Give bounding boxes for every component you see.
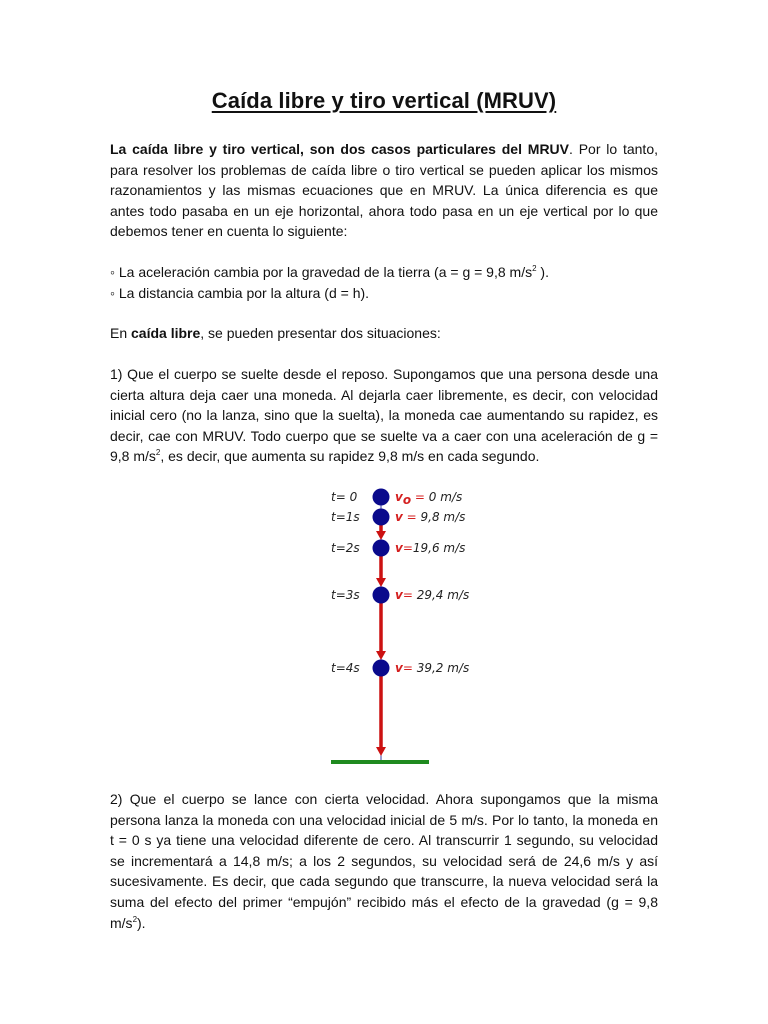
velocity-label-t0: vo = 0 m/s (395, 490, 463, 507)
point-1-end: , es decir, que aumenta su rapidez 9,8 m/s en cada segundo. (160, 448, 540, 465)
ball-t4 (373, 660, 390, 677)
intro-bold: La caída libre y tiro vertical, son dos casos particulares del MRUV (110, 141, 570, 157)
ball-t1 (373, 509, 390, 526)
intro-paragraph (110, 139, 658, 242)
point-2-end: ). (137, 914, 146, 931)
caida-post: , se pueden presentar dos situaciones: (200, 325, 441, 341)
velocity-label-t2: v=19,6 m/s (395, 541, 466, 555)
ball-t0 (373, 489, 390, 506)
bullet-height: ◦ La distancia cambia por la altura (d = h). (110, 285, 370, 301)
time-label-t3: t=3s (331, 588, 360, 602)
time-label-t0: t= 0 (331, 490, 358, 504)
arrow-2-3-head (376, 578, 386, 587)
point-2-paragraph (110, 789, 658, 933)
velocity-label-t3: v= 29,4 m/s (395, 588, 470, 602)
arrow-1-2-head (376, 531, 386, 540)
time-label-t2: t=2s (331, 541, 360, 555)
time-label-t4: t=4s (331, 661, 360, 675)
free-fall-svg (0, 478, 768, 778)
point-2-text: 2) Que el cuerpo se lance con cierta velocidad. Ahora supongamos que la misma persona lanza la moneda con una velocidad inicial de 5 m/s. Por lo tanto, la moneda en t = 0 s ya tiene una velocidad diferente de cero. Al transcurrir 1 segundo, su velocidad se incrementará a 14,8 m/s; a los 2 segundos, su velocidad será de 24,6 m/s y así sucesivamente. Es decir, que cada segundo que transcurre, la nueva velocidad será la suma del efecto del primer “empujón” recibido más el efecto de la gravedad (g = 9,8 m/s (110, 791, 658, 931)
bullet-gravity (110, 262, 658, 283)
bullet-gravity-exponent: 2 (532, 264, 537, 273)
free-fall-diagram (0, 478, 768, 778)
point-1-paragraph (110, 364, 658, 467)
document-title: Caída libre y tiro vertical (MRUV) (211, 88, 557, 113)
point-2-exponent: 2 (132, 914, 138, 924)
caida-libre-intro (110, 323, 658, 344)
intro-rest: . Por lo tanto, para resolver los problemas de caída libre o tiro vertical se pueden aplicar los mismos razonamientos y las mismas ecuaciones que en MRUV. La única diferencia es que antes todo pasaba en un eje horizontal, ahora todo pasa en un eje vertical por lo que debemos tener en cuenta lo siguiente: (110, 141, 658, 240)
caida-bold: caída libre (131, 325, 201, 341)
point-1-text: 1) Que el cuerpo se suelte desde el reposo. Supongamos que una persona desde una cierta altura deja caer una moneda. Al dejarla caer libremente, es decir, con velocidad inicial cero (no la lanza, sino que la suelta), la moneda cae aumentando su rapidez, es decir, cae con MRUV. Todo cuerpo que se suelte va a caer con una aceleración de g = 9,8 m/s (110, 366, 658, 465)
arrow-3-4-head (376, 651, 386, 660)
ball-t2 (373, 540, 390, 557)
arrow-4-ground-head (376, 747, 386, 756)
ball-t3 (373, 587, 390, 604)
bullet-gravity-text: ◦ La aceleración cambia por la gravedad de la tierra (a = g = 9,8 m/s (110, 264, 533, 280)
velocity-label-t4: v= 39,2 m/s (395, 661, 470, 675)
time-label-t1: t=1s (331, 510, 360, 524)
velocity-label-t1: v = 9,8 m/s (395, 510, 466, 524)
bullet-gravity-end: ). (536, 264, 549, 280)
caida-pre: En (110, 325, 132, 341)
point-1-exponent: 2 (155, 448, 161, 458)
